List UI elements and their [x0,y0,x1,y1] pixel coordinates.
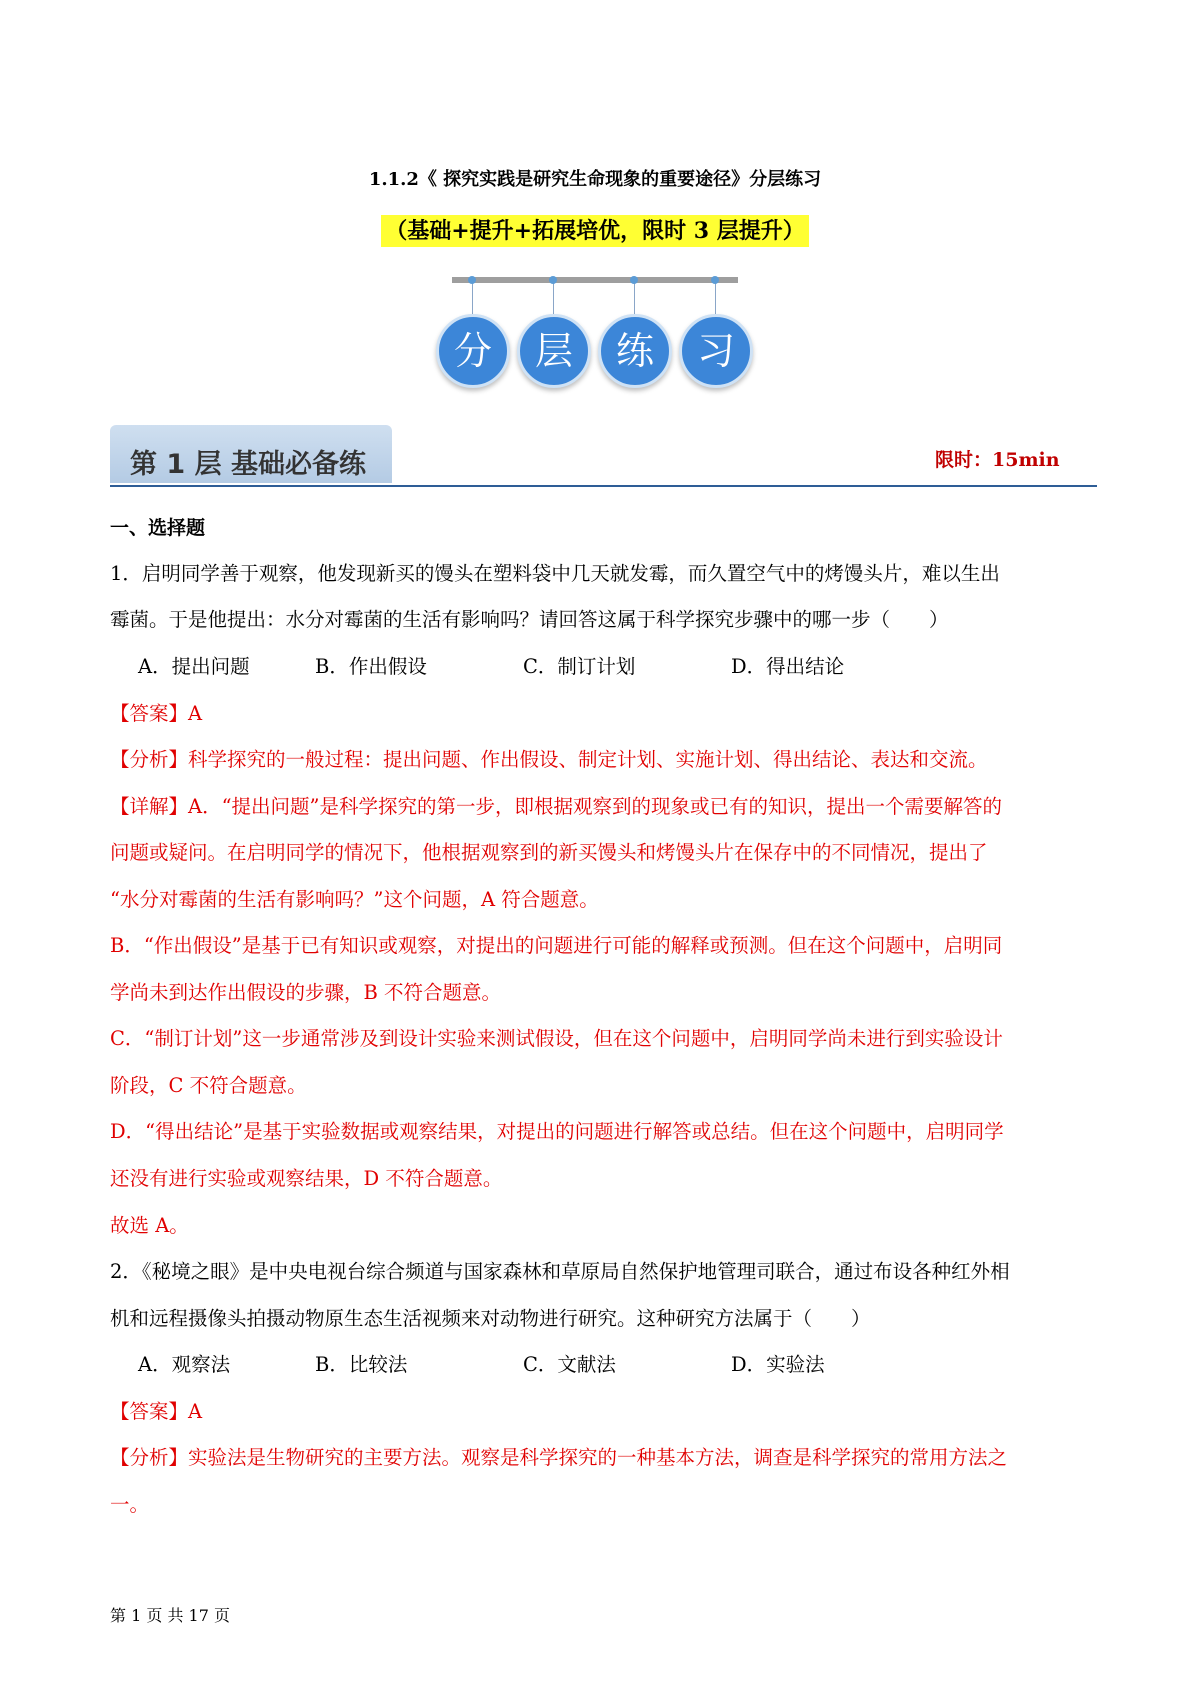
page-footer: 第 1 页 共 17 页 [110,1606,230,1625]
q1-option-a: A．提出问题 [138,655,250,678]
q2-stem-line: 机和远程摄像头拍摄动物原生态生活视频来对动物进行研究。这种研究方法属于（ ） [110,1307,871,1330]
q2-option-b: B．比较法 [315,1353,408,1376]
banner-circle-xi: 习 [679,314,753,388]
q1-detail-line: 阶段，C 不符合题意。 [110,1074,307,1097]
section-heading: 一、选择题 [110,517,206,539]
q1-detail-line: 还没有进行实验或观察结果，D 不符合题意。 [110,1167,503,1190]
q1-detail-line: “水分对霉菌的生活有影响吗？”这个问题，A 符合题意。 [110,888,599,911]
q1-option-b: B．作出假设 [315,655,427,678]
q2-option-c: C．文献法 [523,1353,616,1376]
banner-string [472,281,473,317]
q2-option-d: D．实验法 [731,1353,825,1376]
q1-detail-line: D．“得出结论”是基于实验数据或观察结果，对提出的问题进行解答或总结。但在这个问题中，启明同学 [110,1120,1004,1143]
q2-answer: 【答案】A [110,1400,203,1423]
q1-detail-line: 问题或疑问。在启明同学的情况下，他根据观察到的新买馒头和烤馒头片在保存中的不同情况，提出了 [110,841,988,864]
banner-string [634,281,635,317]
q1-detail-line: C．“制订计划”这一步通常涉及到设计实验来测试假设，但在这个问题中，启明同学尚未进行到实验设计 [110,1027,1003,1050]
banner-string [715,281,716,317]
q1-stem-line: 霉菌。于是他提出：水分对霉菌的生活有影响吗？请回答这属于科学探究步骤中的哪一步（ ） [110,608,949,631]
q1-detail-line: 【详解】A．“提出问题”是科学探究的第一步，即根据观察到的现象或已有的知识，提出一个需要解答的 [110,795,1003,818]
q1-analysis: 【分析】科学探究的一般过程：提出问题、作出假设、制定计划、实施计划、得出结论、表达和交流。 [110,748,988,771]
time-limit: 限时：15min [935,449,1060,471]
banner-hook [468,276,476,284]
banner-circle-fen: 分 [436,314,510,388]
q1-answer: 【答案】A [110,702,203,725]
q2-option-a: A．观察法 [138,1353,231,1376]
level-tab: 第 1 层 基础必备练 [110,425,392,483]
banner-hook [630,276,638,284]
q2-analysis-line: 【分析】实验法是生物研究的主要方法。观察是科学探究的一种基本方法，调查是科学探究的常用方法之 [110,1446,1008,1469]
q2-analysis-line: 一。 [110,1493,150,1516]
banner-hook [711,276,719,284]
banner-circle-lian: 练 [598,314,672,388]
q1-detail-line: B．“作出假设”是基于已有知识或观察，对提出的问题进行可能的解释或预测。但在这个问题中，启明同 [110,934,1003,957]
q1-option-d: D．得出结论 [731,655,845,678]
banner-hook [549,276,557,284]
q1-detail-line: 故选 A。 [110,1214,189,1237]
q1-option-c: C．制订计划 [523,655,636,678]
level-divider [110,485,1097,487]
q2-stem-line: 2．《秘境之眼》是中央电视台综合频道与国家森林和草原局自然保护地管理司联合，通过布设各种红外相 [110,1260,1010,1283]
q1-detail-line: 学尚未到达作出假设的步骤，B 不符合题意。 [110,981,502,1004]
subtitle-wrap [0,215,1190,247]
banner-string [553,281,554,317]
subtitle-highlight: （基础+提升+拓展培优，限时 3 层提升） [381,215,809,247]
banner-circle-ceng: 层 [517,314,591,388]
banner-hanger-bar [452,277,738,283]
q1-stem-line: 1．启明同学善于观察，他发现新买的馒头在塑料袋中几天就发霉，而久置空气中的烤馒头片，难以生出 [110,562,1000,585]
document-title: 1.1.2《 探究实践是研究生命现象的重要途径》分层练习 [368,169,822,190]
